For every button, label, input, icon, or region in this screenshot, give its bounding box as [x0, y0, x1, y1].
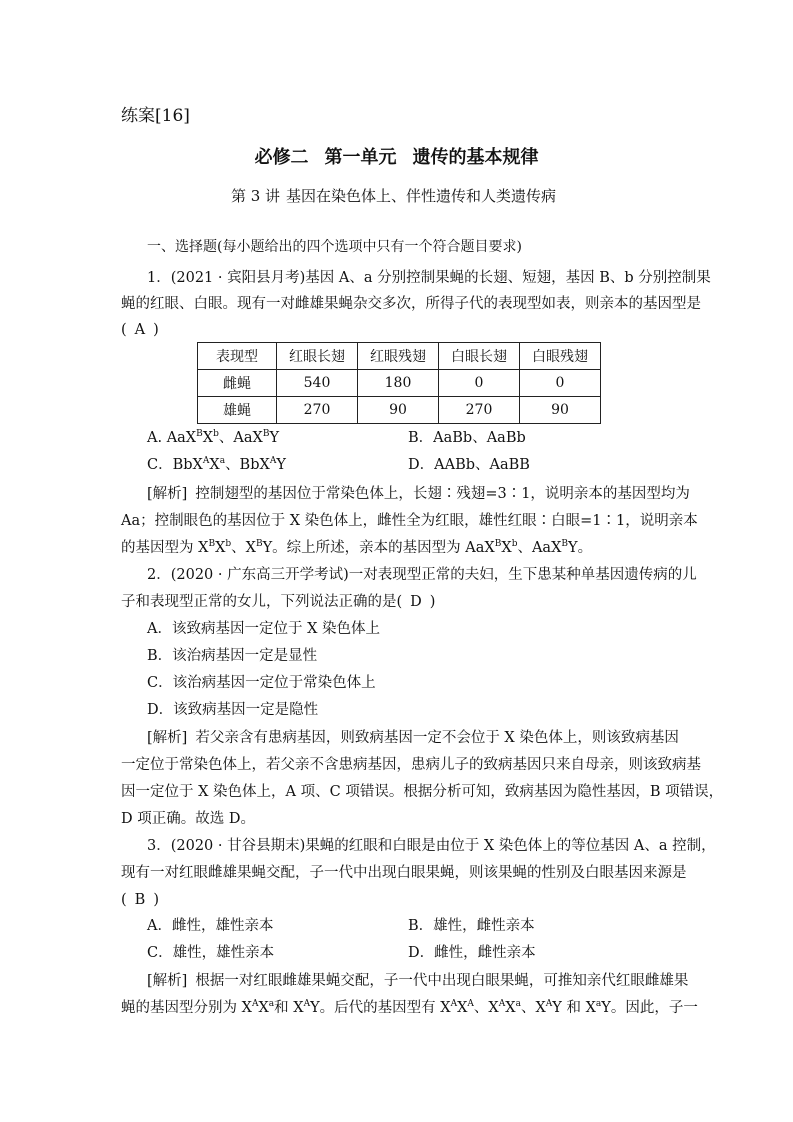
analysis-text: 根据一对红眼雌雄果蝇交配，子一代中出现白眼果蝇，可推知亲代红眼雌雄果: [195, 973, 689, 989]
q2-stem-line1: 2．(2020 · 广东高三开学考试)一对表现型正常的夫妇，生下患某种单基因遗传病的儿: [147, 567, 697, 583]
q2-analysis-line4: D 项正确。故选 D。: [121, 811, 255, 827]
analysis-tag: [解析]: [147, 486, 188, 502]
subtitle-lecture: 第 3 讲: [230, 187, 281, 205]
q2-analysis-line3: 因一定位于 X 染色体上，A 项、C 项错误。根据分析可知，致病基因为隐性基因，B 项错误，: [121, 784, 724, 800]
table-header-cell: 红眼长翅: [277, 343, 358, 370]
table-header-cell: 表现型: [198, 343, 277, 370]
table-cell: 雌蝇: [198, 370, 277, 397]
table-header-cell: 红眼残翅: [358, 343, 439, 370]
analysis-text: 控制翅型的基因位于常染色体上，长翅∶残翅=3∶1，说明亲本的基因型均为: [195, 486, 690, 502]
q3-option-a: A．雌性，雄性亲本: [147, 918, 274, 934]
q1-analysis-line2: Aa；控制眼色的基因位于 X 染色体上，雌性全为红眼，雄性红眼∶白眼=1∶1，说明亲本: [121, 513, 698, 529]
q1-option-d: D．AABb、AaBB: [408, 457, 530, 473]
table-cell: 90: [520, 397, 601, 424]
q1-option-c: C．$BbX^AX^a$、BbX$^A$Y: [147, 456, 286, 473]
analysis-tag: [解析]: [147, 973, 188, 989]
q2-option-d: D．该致病基因一定是隐性: [147, 702, 319, 718]
table-cell: 0: [439, 370, 520, 397]
q3-option-c: C．雄性，雄性亲本: [147, 945, 275, 961]
q3-analysis-line1: [147, 971, 688, 991]
subtitle-topic: 基因在染色体上、伴性遗传和人类遗传病: [286, 187, 557, 205]
title-unit: 第一单元: [324, 147, 397, 168]
q3-stem-line1: 3．(2020 · 甘谷县期末)果蝇的红眼和白眼是由位于 X 染色体上的等位基因 A、a 控制，: [147, 838, 716, 854]
table-cell: 270: [439, 397, 520, 424]
q1-stem-line1: 1．(2021 · 宾阳县月考)基因 A、a 分别控制果蝇的长翅、短翅，基因 B、b 分别控制果: [147, 270, 711, 286]
q2-option-b: B．该治病基因一定是显性: [147, 648, 318, 664]
table-header-cell: 白眼长翅: [439, 343, 520, 370]
q1-option-b: B．AaBb、AaBb: [408, 430, 526, 446]
q1-option-a: A. $AaX^BX^b$、AaX$^B$Y: [147, 429, 280, 446]
table-cell: 540: [277, 370, 358, 397]
analysis-text: 若父亲含有患病基因，则致病基因一定不会位于 X 染色体上，则该致病基因: [195, 730, 679, 746]
table-row: [198, 370, 601, 397]
table-cell: 270: [277, 397, 358, 424]
q3-stem-line2: 现有一对红眼雌雄果蝇交配，子一代中出现白眼果蝇，则该果蝇的性别及白眼基因来源是: [121, 865, 687, 881]
table-cell: 雄蝇: [198, 397, 277, 424]
q2-analysis-line2: 一定位于常染色体上，若父亲不含患病基因，患病儿子的致病基因只来自母亲，则该致病基: [121, 757, 701, 773]
table-cell: 0: [520, 370, 601, 397]
q1-stem-line2: 蝇的红眼、白眼。现有一对雌雄果蝇杂交多次，所得子代的表现型如表，则亲本的基因型是: [121, 296, 701, 312]
table-header-row: [198, 343, 601, 370]
q3-option-b: B．雄性，雌性亲本: [408, 918, 535, 934]
page-subtitle: [0, 186, 793, 206]
q1-answer-line: ( A ): [121, 322, 159, 338]
q1-analysis-line3: 的基因型为 $X^BX^b$、$X^BY$。综上所述，亲本的基因型为 $AaX^BX^b$、AaX$^B$Y。: [121, 539, 593, 556]
title-book: 必修二: [254, 147, 309, 168]
q3-option-d: D．雌性，雌性亲本: [408, 945, 536, 961]
q2-option-c: C．该治病基因一定位于常染色体上: [147, 675, 376, 691]
title-topic: 遗传的基本规律: [412, 147, 539, 168]
table-cell: 180: [358, 370, 439, 397]
q2-stem-text: 子和表现型正常的女儿，下列说法正确的是(: [121, 594, 403, 610]
q2-analysis-line1: [147, 728, 679, 748]
q3-analysis-line2: 蝇的基因型分别为 $X^AX^a$和 $X^AY$。后代的基因型有 $X^AX^A$、$X^AX^a$、$X^AY$ 和 $X^aY$。因此，子一: [121, 999, 698, 1016]
q2-stem-line2: 子和表现型正常的女儿，下列说法正确的是( D ): [121, 594, 436, 610]
q2-option-a: A．该致病基因一定位于 X 染色体上: [147, 621, 381, 637]
q3-answer-line: ( B ): [121, 892, 159, 908]
table-cell: 90: [358, 397, 439, 424]
analysis-tag: [解析]: [147, 730, 188, 746]
phenotype-table: [197, 342, 601, 424]
page-title: [0, 148, 793, 168]
table-header-cell: 白眼残翅: [520, 343, 601, 370]
section-heading: 一、选择题(每小题给出的四个选项中只有一个符合题目要求): [147, 239, 522, 255]
q1-analysis-line1: [147, 484, 690, 504]
table-row: [198, 397, 601, 424]
page-label: 练案[16]: [121, 106, 190, 126]
q3-answer: B: [134, 892, 146, 908]
q2-answer: D: [410, 594, 422, 610]
q1-answer: A: [134, 322, 146, 338]
